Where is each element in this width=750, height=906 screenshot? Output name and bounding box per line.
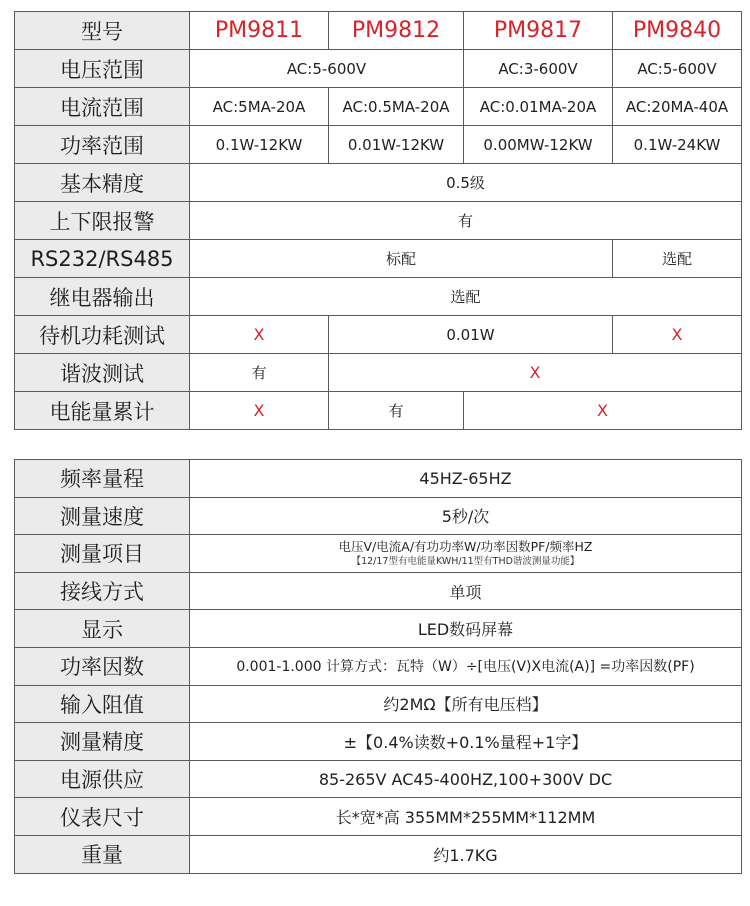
- table-row: [15, 610, 742, 648]
- voltage-9840: AC:5-600V: [613, 50, 742, 88]
- table-row: [15, 760, 742, 798]
- spec-label: 电源供应: [15, 760, 190, 798]
- table-row: [15, 460, 742, 498]
- common-spec-table: [14, 459, 742, 874]
- table-row: [15, 12, 742, 50]
- spec-label: 显示: [15, 610, 190, 648]
- spec-value: 85-265V AC45-400HZ,100+300V DC: [190, 760, 742, 798]
- table-row: [15, 278, 742, 316]
- power-9840: 0.1W-24KW: [613, 126, 742, 164]
- row-label-alarm: 上下限报警: [15, 202, 190, 240]
- table-row: [15, 126, 742, 164]
- current-9811: AC:5MA-20A: [190, 88, 329, 126]
- model-comparison-table: [14, 11, 742, 430]
- relay-value: 选配: [190, 278, 742, 316]
- table-row: [15, 647, 742, 685]
- table-row: [15, 572, 742, 610]
- spec-label: 重量: [15, 835, 190, 873]
- current-9812: AC:0.5MA-20A: [329, 88, 464, 126]
- table-row: [15, 50, 742, 88]
- model-pm9817: PM9817: [464, 12, 613, 50]
- comm-9840: 选配: [613, 240, 742, 278]
- table-row: [15, 798, 742, 836]
- model-pm9840: PM9840: [613, 12, 742, 50]
- current-9840: AC:20MA-40A: [613, 88, 742, 126]
- energy-9812: 有: [329, 392, 464, 430]
- table-row: [15, 88, 742, 126]
- row-label-accuracy: 基本精度: [15, 164, 190, 202]
- spec-label: 测量精度: [15, 723, 190, 761]
- table-row: [15, 835, 742, 873]
- row-label-current: 电流范围: [15, 88, 190, 126]
- power-9817: 0.00MW-12KW: [464, 126, 613, 164]
- row-label-harmonic: 谐波测试: [15, 354, 190, 392]
- spec-label: 功率因数: [15, 647, 190, 685]
- spec-value: LED数码屏幕: [190, 610, 742, 648]
- table-row: [15, 316, 742, 354]
- spec-label: 测量速度: [15, 497, 190, 535]
- spec-value: ±【0.4%读数+0.1%量程+1字】: [190, 723, 742, 761]
- spec-value: 45HZ-65HZ: [190, 460, 742, 498]
- harmonic-9811: 有: [190, 354, 329, 392]
- standby-9812-9817: 0.01W: [329, 316, 613, 354]
- spec-value: 约1.7KG: [190, 835, 742, 873]
- standby-9811: X: [190, 316, 329, 354]
- spec-value: 单项: [190, 572, 742, 610]
- comm-standard: 标配: [190, 240, 613, 278]
- spec-value: 约2MΩ【所有电压档】: [190, 685, 742, 723]
- accuracy-value: 0.5级: [190, 164, 742, 202]
- energy-9811: X: [190, 392, 329, 430]
- power-9812: 0.01W-12KW: [329, 126, 464, 164]
- spec-label: 接线方式: [15, 572, 190, 610]
- spec-value-measure-items: [190, 535, 742, 573]
- row-label-standby: 待机功耗测试: [15, 316, 190, 354]
- row-label-energy: 电能量累计: [15, 392, 190, 430]
- table-row: [15, 723, 742, 761]
- table-row: [15, 392, 742, 430]
- model-pm9812: PM9812: [329, 12, 464, 50]
- row-label-voltage: 电压范围: [15, 50, 190, 88]
- energy-rest: X: [464, 392, 742, 430]
- voltage-9817: AC:3-600V: [464, 50, 613, 88]
- row-label-power: 功率范围: [15, 126, 190, 164]
- power-9811: 0.1W-12KW: [190, 126, 329, 164]
- table-row: [15, 164, 742, 202]
- table-row: [15, 497, 742, 535]
- harmonic-rest: X: [329, 354, 742, 392]
- row-label-comm: RS232/RS485: [15, 240, 190, 278]
- table-row: [15, 202, 742, 240]
- row-label-relay: 继电器输出: [15, 278, 190, 316]
- table-row: [15, 354, 742, 392]
- spec-label: 输入阻值: [15, 685, 190, 723]
- table-row: [15, 685, 742, 723]
- measure-items-text: 电压V/电流A/有功功率W/功率因数PF/频率HZ: [338, 538, 593, 554]
- standby-9840: X: [613, 316, 742, 354]
- voltage-9811-9812: AC:5-600V: [190, 50, 464, 88]
- spec-label: 仪表尺寸: [15, 798, 190, 836]
- alarm-value: 有: [190, 202, 742, 240]
- spec-value: 5秒/次: [190, 497, 742, 535]
- table-row: [15, 535, 742, 573]
- model-pm9811: PM9811: [190, 12, 329, 50]
- table-row: [15, 240, 742, 278]
- measure-items-note: 【12/17型有电能量KWH/11型有THD谐波测量功能】: [351, 555, 580, 567]
- spec-label: 测量项目: [15, 535, 190, 573]
- spec-value-power-factor: 0.001-1.000 计算方式：瓦特（W）÷[电压(V)X电流(A)] =功率因数(PF): [190, 647, 742, 685]
- spec-label: 频率量程: [15, 460, 190, 498]
- current-9817: AC:0.01MA-20A: [464, 88, 613, 126]
- row-label-model: 型号: [15, 12, 190, 50]
- spec-value: 长*宽*高 355MM*255MM*112MM: [190, 798, 742, 836]
